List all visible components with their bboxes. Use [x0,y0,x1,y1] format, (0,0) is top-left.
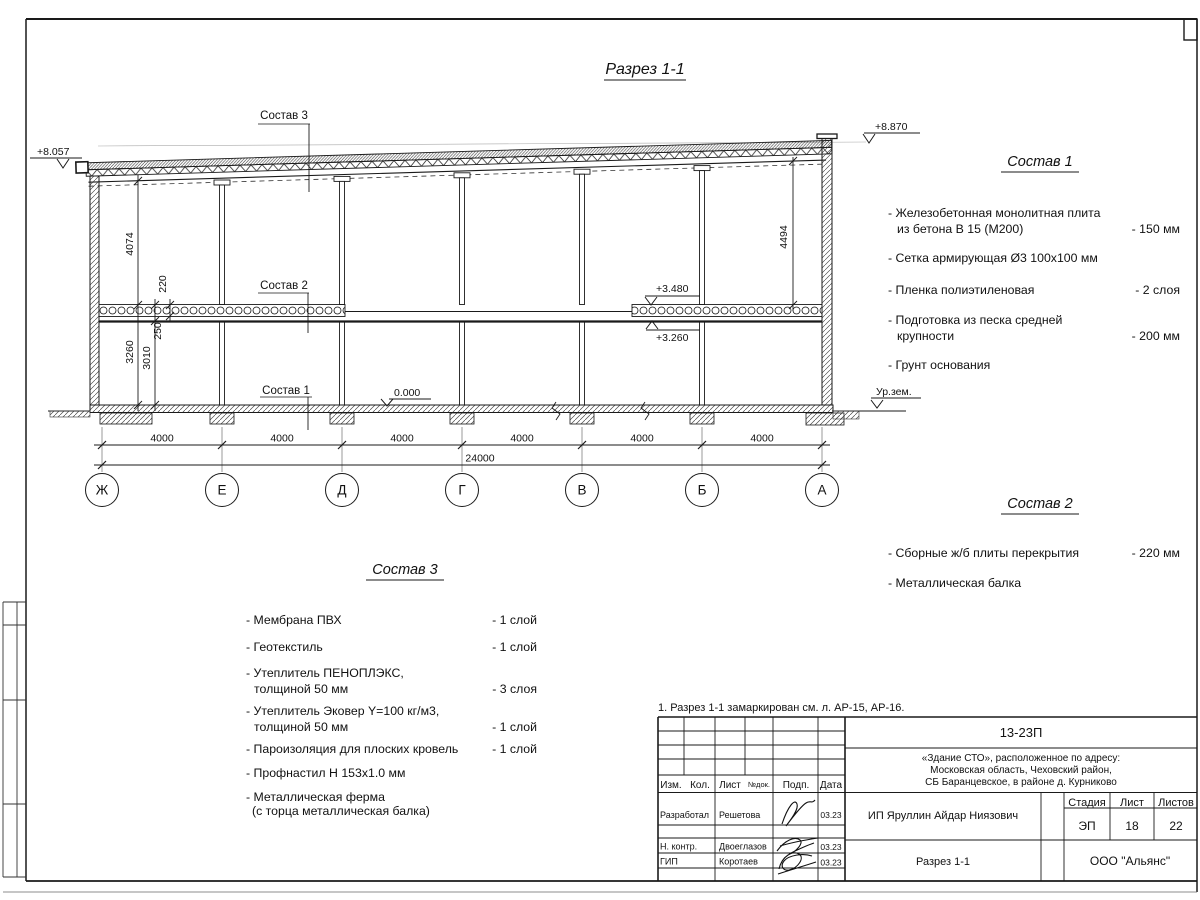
dim-220: 220 [157,275,169,293]
dim-250: 250 [152,322,164,340]
col-kol: Кол. [690,780,710,791]
elevation-slab-bottom: +3.260 [656,332,689,344]
list-value: - 1 слой [492,640,537,654]
title-block [658,717,1197,881]
list-value: - 200 мм [1131,329,1180,343]
axis-label: Д [337,482,347,498]
name-ncontrol: Двоеглазов [719,841,767,852]
dim-3010: 3010 [141,346,153,370]
total-dim: 24000 [465,452,495,465]
elevation-right: +8.870 [875,121,908,133]
list-item: толщиной 50 мм [254,720,349,734]
horizontal-dimensions [94,427,830,472]
right-wall-parapet [822,138,832,405]
sheets-label: Листов [1158,797,1194,809]
axis-label: Ж [95,482,109,498]
sheets-total: 22 [1169,819,1183,833]
col-podp: Подп. [782,780,810,791]
name-developer: Решетова [719,810,761,820]
dim-4494: 4494 [778,225,790,249]
sheet-label: Лист [1120,797,1144,809]
list-item: толщиной 50 мм [254,682,349,696]
sostav2-list [888,496,1180,590]
roof-left-end-cap [76,162,88,173]
date-developer: 03.23 [820,810,842,820]
date-gip: 03.23 [820,857,842,868]
span-dim: 4000 [270,432,294,445]
drawing-name: Разрез 1-1 [915,856,971,868]
list-value: - 3 слоя [492,682,537,696]
label-sostav2: Состав 2 [260,280,308,292]
list-value: - 1 слой [492,742,537,756]
hollow-core-slab-right [632,305,822,317]
list-item: - Металлическая ферма [246,790,385,804]
parapet-cap [817,134,837,139]
axis-label: Е [217,482,227,498]
left-attribute-boxes [3,602,26,877]
date-ncontrol: 03.23 [820,842,842,852]
list-item: - Подготовка из песка средней [888,313,1063,327]
sheet-number: 18 [1125,819,1139,833]
list-value: - 1 слой [492,613,537,627]
list-value: - 2 слоя [1135,283,1180,297]
project-line2: Московская область, Чеховский район, [930,765,1112,776]
signatures [777,800,818,874]
list-value: - 1 слой [492,720,537,734]
signature-gip [778,853,816,874]
ground-slab [90,405,833,413]
span-dim: 4000 [150,432,174,445]
list-value: - 150 мм [1131,222,1180,236]
page-title: Разрез 1-1 [605,61,685,78]
elevation-left: +8.057 [37,146,70,158]
sostav3-list [246,562,537,818]
role-ncontrol: Н. контр. [660,841,698,852]
span-dim: 4000 [750,432,774,445]
list-item: - Пленка полиэтиленовая [888,283,1035,297]
floor-slab [99,305,822,322]
blind-area-left [50,411,90,417]
doc-number: 13-23П [999,725,1043,740]
sostav2-heading: Состав 2 [1007,496,1073,512]
frame-corner-box [1184,19,1197,40]
col-izm: Изм. [660,780,682,791]
stage-value: ЭП [1078,819,1096,833]
project-line1: «Здание СТО», расположенное по адресу: [921,753,1121,764]
list-item: крупности [897,329,955,343]
list-item: - Утеплитель Эковер Y=100 кг/м3, [246,704,440,718]
signature-ncontrol [777,838,818,854]
col-ndok: №док. [748,780,770,789]
span-dim: 4000 [390,432,414,445]
name-gip: Коротаев [719,856,758,867]
roof-assembly [76,139,832,186]
list-item: из бетона В 15 (М200) [897,222,1024,236]
axis-label: Б [697,482,707,498]
sostav3-heading: Состав 3 [372,562,438,578]
elevation-slab-top: +3.480 [656,283,689,295]
list-item: - Металлическая балка [888,576,1022,590]
list-item: - Утеплитель ПЕНОПЛЭКС, [246,666,404,680]
col-list: Лист [719,780,741,791]
list-item: (с торца металлическая балка) [252,804,430,818]
list-item: - Железобетонная монолитная плита [888,206,1101,220]
axis-label: В [577,482,587,498]
list-item: - Мембрана ПВХ [246,613,342,627]
list-item: - Геотекстиль [246,640,323,654]
list-item: - Пароизоляция для плоских кровель [246,742,459,756]
role-gip: ГИП [660,856,678,867]
organization-name: ООО "Альянс" [1089,854,1171,868]
col-data: Дата [819,780,843,791]
signature-developer [782,800,815,826]
label-sostav1: Состав 1 [262,385,310,397]
axis-bubbles [86,474,839,507]
sostav1-list [888,154,1180,372]
blind-area-right [833,411,859,419]
ground-level-label: Ур.зем. [876,386,912,398]
sheet-note: 1. Разрез 1-1 замаркирован см. л. АР-15, АР-16. [658,702,905,714]
client-name: ИП Яруллин Айдар Ниязович [867,810,1019,822]
project-line3: СБ Баранцевское, в районе д. Курниково [925,777,1117,788]
axis-label: Г [458,482,466,498]
list-item: - Профнастил Н 153х1.0 мм [246,766,406,780]
list-item: - Сетка армирующая Ø3 100х100 мм [888,251,1098,265]
stage-label: Стадия [1068,797,1106,809]
span-dim: 4000 [510,432,534,445]
label-sostav3: Состав 3 [260,110,308,122]
ground-structure [48,402,906,425]
dim-4074: 4074 [124,232,136,256]
elevation-zero: 0.000 [394,387,421,399]
list-item: - Сборные ж/б плиты перекрытия [888,546,1080,560]
role-developer: Разработал [660,810,709,820]
sostav1-heading: Состав 1 [1007,154,1073,170]
axis-label: А [817,482,827,498]
span-dim: 4000 [630,432,654,445]
list-item: - Грунт основания [888,358,991,372]
left-wall [90,176,99,405]
list-value: - 220 мм [1131,546,1180,560]
dim-3260: 3260 [124,340,136,364]
